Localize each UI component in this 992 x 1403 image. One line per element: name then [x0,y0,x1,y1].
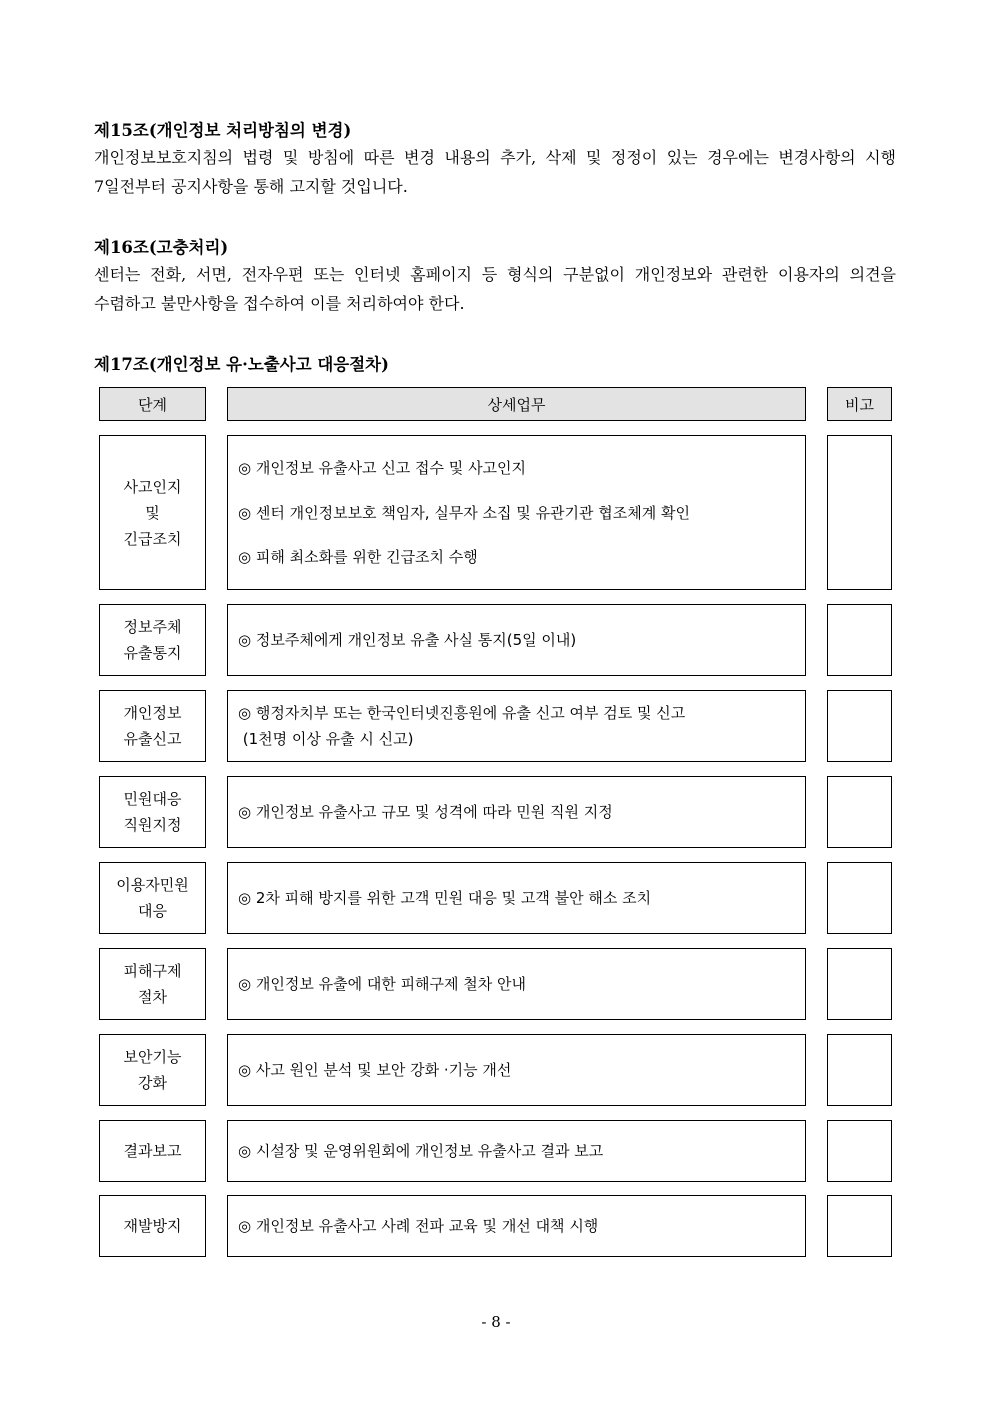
header-detail: 상세업무 [227,387,806,421]
detail-line: ◎ 정보주체에게 개인정보 유출 사실 통지(5일 이내) [238,631,577,649]
note-cell [827,690,892,762]
note-cell [827,604,892,676]
detail-cell [227,690,806,762]
detail-line: ◎ 행정자치부 또는 한국인터넷진흥원에 유출 신고 여부 검토 및 신고 [238,704,686,722]
note-cell [827,776,892,848]
stage-cell: 피해구제 절차 [99,948,206,1020]
header-stage: 단계 [99,387,206,421]
article-15-body: 개인정보보호지침의 법령 및 방침에 따른 변경 내용의 추가, 삭제 및 정정이 있는 경우에는 변경사항의 시행 7일전부터 공지사항을 통해 고지할 것입니다. [94,148,896,196]
detail-line: ◎ 시설장 및 운영위원회에 개인정보 유출사고 결과 보고 [238,1142,604,1160]
note-cell [827,862,892,934]
detail-line: ◎ 피해 최소화를 위한 긴급조치 수행 [238,548,478,567]
stage-cell: 사고인지 및 긴급조치 [99,435,206,590]
detail-cell [227,1195,806,1257]
header-note: 비고 [827,387,892,421]
page-number: - 8 - [481,1313,511,1331]
note-cell [827,948,892,1020]
detail-cell [227,776,806,848]
detail-cell [227,435,806,590]
note-cell [827,1120,892,1182]
stage-cell: 민원대응 직원지정 [99,776,206,848]
detail-cell [227,1120,806,1182]
note-cell [827,1034,892,1106]
detail-line: ◎ 사고 원인 분석 및 보안 강화 ·기능 개선 [238,1061,512,1079]
stage-cell: 재발방지 [99,1195,206,1257]
detail-cell [227,604,806,676]
stage-cell: 정보주체 유출통지 [99,604,206,676]
stage-cell: 개인정보 유출신고 [99,690,206,762]
article-16-body: 센터는 전화, 서면, 전자우편 또는 인터넷 홈페이지 등 형식의 구분없이 개인정보와 관련한 이용자의 의견을 수렴하고 불만사항을 접수하여 이를 처리하여야 한다. [94,265,896,313]
article-16-title: 제16조(고충처리) [94,238,229,257]
detail-line: ◎ 2차 피해 방지를 위한 고객 민원 대응 및 고객 불안 해소 조치 [238,889,652,907]
detail-line: ◎ 개인정보 유출에 대한 피해구제 철차 안내 [238,975,527,993]
stage-cell: 이용자민원 대응 [99,862,206,934]
detail-line: ◎ 센터 개인정보보호 책임자, 실무자 소집 및 유관기관 협조체계 확인 [238,503,691,522]
article-17-title: 제17조(개인정보 유·노출사고 대응절차) [94,355,389,374]
note-cell [827,435,892,590]
detail-line: ◎ 개인정보 유출사고 규모 및 성격에 따라 민원 직원 지정 [238,803,613,821]
note-cell [827,1195,892,1257]
stage-cell: 결과보고 [99,1120,206,1182]
detail-line: ◎ 개인정보 유출사고 사례 전파 교육 및 개선 대책 시행 [238,1217,599,1235]
detail-cell [227,862,806,934]
stage-cell: 보안기능 강화 [99,1034,206,1106]
detail-cell [227,948,806,1020]
detail-line: ◎ 개인정보 유출사고 신고 접수 및 사고인지 [238,458,527,477]
detail-cell [227,1034,806,1106]
detail-line: (1천명 이상 유출 시 신고) [238,730,414,748]
article-15-title: 제15조(개인정보 처리방침의 변경) [94,121,352,140]
